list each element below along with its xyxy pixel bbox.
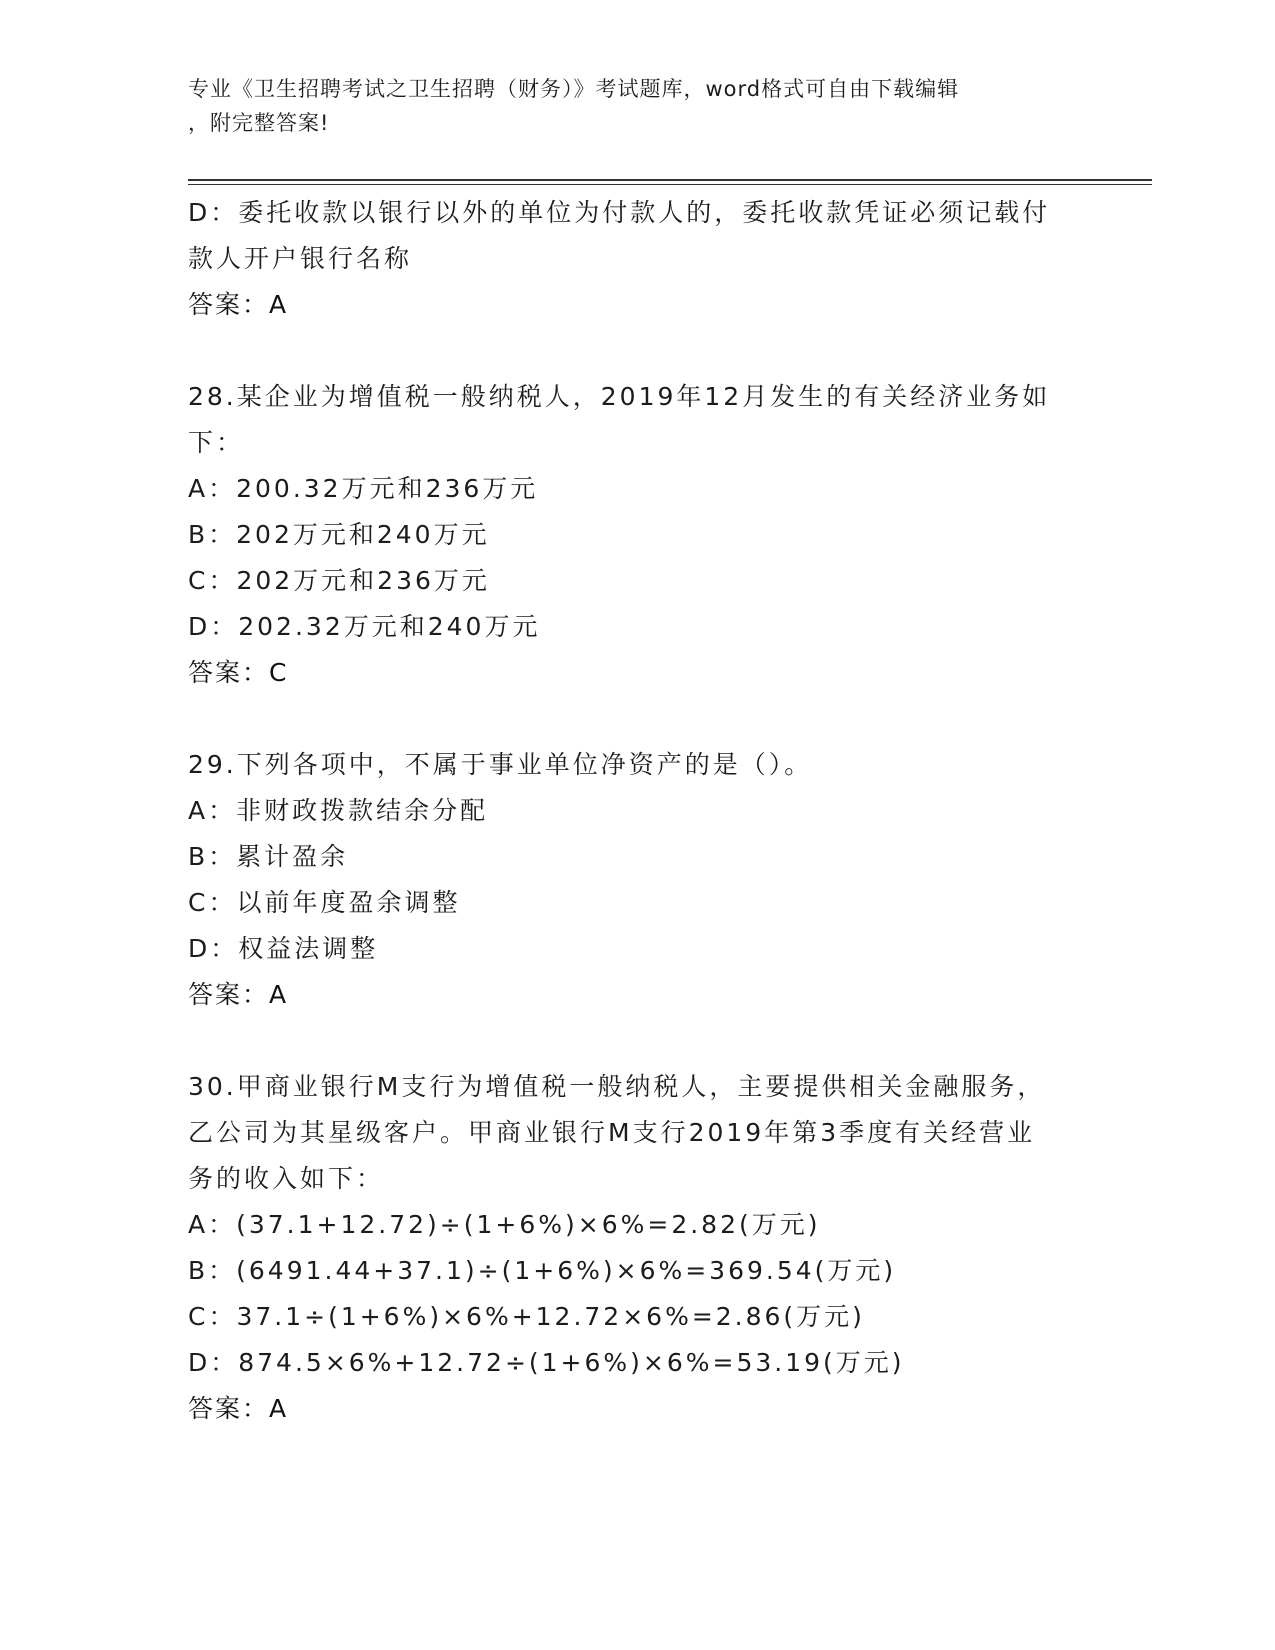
answer-line: 答案：A bbox=[188, 290, 289, 319]
header-line-2: ，附完整答案! bbox=[188, 111, 330, 135]
option-d: D：874.5×6%+12.72÷(1+6%)×6%=53.19(万元) bbox=[188, 1348, 905, 1377]
document-header bbox=[188, 72, 1088, 140]
answer-line: 答案：A bbox=[188, 980, 289, 1009]
question-stem-line: 29.下列各项中，不属于事业单位净资产的是（）。 bbox=[188, 750, 813, 779]
option-a: A：非财政拨款结余分配 bbox=[188, 796, 489, 825]
option-d: D：202.32万元和240万元 bbox=[188, 612, 541, 641]
header-divider-thin bbox=[188, 184, 1152, 185]
document-body bbox=[188, 190, 1088, 1432]
option-a: A：200.32万元和236万元 bbox=[188, 474, 539, 503]
option-d-line-2: 款人开户银行名称 bbox=[188, 244, 413, 273]
question-stem-line: 务的收入如下： bbox=[188, 1164, 385, 1193]
question-stem-line: 30.甲商业银行M支行为增值税一般纳税人，主要提供相关金融服务， bbox=[188, 1072, 1046, 1101]
answer-line: 答案：C bbox=[188, 658, 289, 687]
option-d: D：权益法调整 bbox=[188, 934, 379, 963]
option-d-line-1: D：委托收款以银行以外的单位为付款人的，委托收款凭证必须记载付 bbox=[188, 198, 1051, 227]
question-block-28 bbox=[188, 374, 1088, 696]
question-block-30 bbox=[188, 1064, 1088, 1432]
question-block-29 bbox=[188, 742, 1088, 1018]
question-stem-line: 乙公司为其星级客户。甲商业银行M支行2019年第3季度有关经营业 bbox=[188, 1118, 1036, 1147]
option-c: C：以前年度盈余调整 bbox=[188, 888, 461, 917]
option-c: C：37.1÷(1+6%)×6%+12.72×6%=2.86(万元) bbox=[188, 1302, 865, 1331]
option-b: B：202万元和240万元 bbox=[188, 520, 490, 549]
option-b: B：累计盈余 bbox=[188, 842, 349, 871]
prev-question-block bbox=[188, 190, 1088, 328]
answer-line: 答案：A bbox=[188, 1394, 289, 1423]
question-stem-line: 下： bbox=[188, 428, 245, 457]
option-c: C：202万元和236万元 bbox=[188, 566, 490, 595]
option-a: A：(37.1+12.72)÷(1+6%)×6%=2.82(万元) bbox=[188, 1210, 821, 1239]
header-line-1: 专业《卫生招聘考试之卫生招聘（财务）》考试题库，word格式可自由下载编辑 bbox=[188, 77, 960, 101]
option-b: B：(6491.44+37.1)÷(1+6%)×6%=369.54(万元) bbox=[188, 1256, 897, 1285]
header-divider-thick bbox=[188, 179, 1152, 181]
question-stem-line: 28.某企业为增值税一般纳税人，2019年12月发生的有关经济业务如 bbox=[188, 382, 1051, 411]
